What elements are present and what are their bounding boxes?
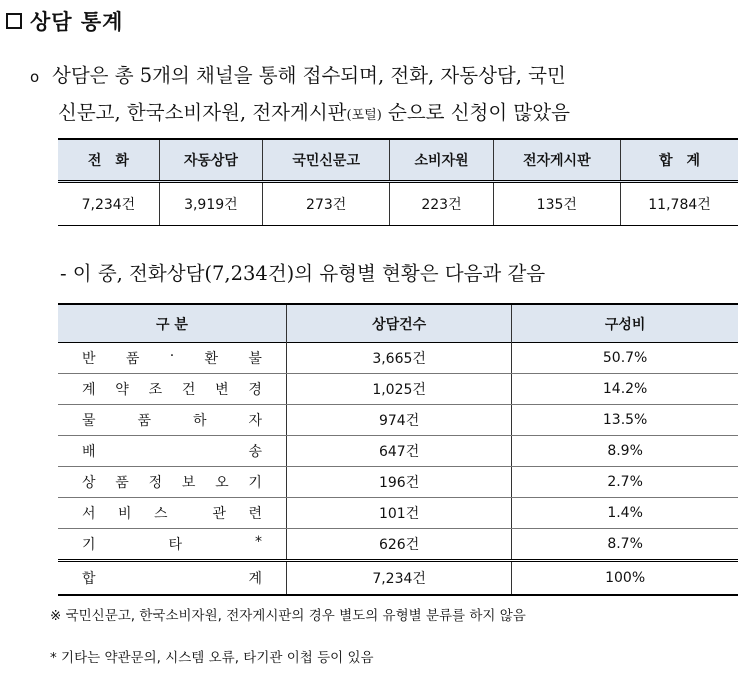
category-char: * (255, 534, 262, 550)
category-cell (58, 529, 287, 561)
category-char: 기 (82, 537, 96, 553)
table-row (58, 498, 738, 529)
total-row (58, 561, 738, 596)
value-cell: 3,919건 (159, 182, 262, 226)
count-cell: 7,234건 (287, 561, 512, 596)
intro-paragraph (30, 58, 570, 133)
category-char: 환 (204, 351, 219, 367)
category-char: 조 (148, 382, 163, 398)
category-char: 상 (82, 475, 96, 491)
category-label (82, 534, 262, 554)
category-char: 비 (118, 506, 132, 522)
table-row (58, 529, 738, 561)
type-table (58, 303, 738, 596)
category-char: 건 (181, 382, 196, 398)
category-label (82, 379, 262, 399)
category-label (82, 503, 262, 523)
category-char: 관 (212, 506, 226, 522)
category-char: 배 (82, 444, 96, 460)
category-char: 불 (248, 351, 262, 367)
header-cell: 전자게시판 (493, 139, 621, 182)
ratio-cell: 8.9% (512, 436, 738, 467)
table-row (58, 405, 738, 436)
table-row (58, 436, 738, 467)
category-cell (58, 467, 287, 498)
value-cell: 273건 (262, 182, 390, 226)
category-char: 계 (82, 382, 96, 398)
value-cell: 135건 (493, 182, 621, 226)
category-label (82, 410, 262, 430)
table-row (58, 467, 738, 498)
count-cell: 1,025건 (287, 374, 512, 405)
value-cell: 7,234건 (58, 182, 159, 226)
category-char: 반 (82, 351, 96, 367)
table-row (58, 374, 738, 405)
category-char: 송 (248, 444, 262, 460)
category-char: 련 (248, 506, 262, 522)
category-char: 품 (125, 351, 140, 367)
category-char: 타 (168, 537, 183, 553)
ratio-cell: 1.4% (512, 498, 738, 529)
category-char: 품 (115, 475, 129, 491)
category-char: 하 (192, 413, 207, 429)
category-char: 계 (248, 571, 262, 587)
bullet-icon: o (30, 68, 40, 86)
category-char: 물 (82, 413, 96, 429)
count-cell: 647건 (287, 436, 512, 467)
type-header-row (58, 304, 738, 343)
category-label (82, 568, 262, 588)
channel-table (58, 138, 738, 226)
ratio-cell: 13.5% (512, 405, 738, 436)
header-cell: 국민신문고 (262, 139, 390, 182)
intro-line-2: 신문고, 한국소비자원, 전자게시판(포털) 순으로 신청이 많았음 (58, 101, 570, 124)
category-cell (58, 498, 287, 529)
category-char: 정 (148, 475, 163, 491)
header-cell: 자동상담 (159, 139, 262, 182)
header-cell: 합 계 (621, 139, 738, 182)
count-cell: 3,665건 (287, 343, 512, 374)
note-1: ※ 국민신문고, 한국소비자원, 전자게시판의 경우 별도의 유형별 분류를 하지 않음 (50, 608, 526, 624)
category-char: 스 (154, 506, 168, 522)
category-cell (58, 405, 287, 436)
count-cell: 626건 (287, 529, 512, 561)
category-label (82, 441, 262, 461)
count-cell: 196건 (287, 467, 512, 498)
category-label (82, 348, 262, 368)
category-cell (58, 561, 287, 596)
category-char: 오 (215, 475, 229, 491)
channel-value-row (58, 182, 738, 226)
header-cell: 구성비 (512, 304, 738, 343)
ratio-cell: 100% (512, 561, 738, 596)
category-cell (58, 436, 287, 467)
header-cell: 전 화 (58, 139, 159, 182)
intro-line-1: o 상담은 총 5개의 채널을 통해 접수되며, 전화, 자동상담, 국민 (30, 58, 570, 95)
channel-header-row (58, 139, 738, 182)
category-char: 약 (115, 382, 129, 398)
category-char: 보 (181, 475, 196, 491)
note-2: * 기타는 약관문의, 시스템 오류, 타기관 이첩 등이 있음 (50, 650, 374, 666)
category-label (82, 472, 262, 492)
count-cell: 974건 (287, 405, 512, 436)
subheading: - 이 중, 전화상담(7,234건)의 유형별 현황은 다음과 같음 (60, 262, 546, 285)
ratio-cell: 14.2% (512, 374, 738, 405)
section-heading (6, 6, 123, 36)
category-cell (58, 374, 287, 405)
category-cell (58, 343, 287, 374)
category-char: 서 (82, 506, 96, 522)
table-row (58, 343, 738, 374)
category-char: 기 (248, 475, 262, 491)
category-char: 변 (215, 382, 229, 398)
count-cell: 101건 (287, 498, 512, 529)
value-cell: 11,784건 (621, 182, 738, 226)
category-char: 경 (248, 382, 262, 398)
value-cell: 223건 (390, 182, 493, 226)
ratio-cell: 50.7% (512, 343, 738, 374)
category-char: 합 (82, 571, 96, 587)
category-char: 품 (137, 413, 152, 429)
ratio-cell: 2.7% (512, 467, 738, 498)
section-title: 상담 통계 (30, 10, 124, 34)
header-cell: 소비자원 (390, 139, 493, 182)
category-char: 자 (248, 413, 262, 429)
category-char: · (169, 348, 175, 364)
ratio-cell: 8.7% (512, 529, 738, 561)
header-cell: 구 분 (58, 304, 287, 343)
checkbox-icon (6, 13, 22, 29)
header-cell: 상담건수 (287, 304, 512, 343)
